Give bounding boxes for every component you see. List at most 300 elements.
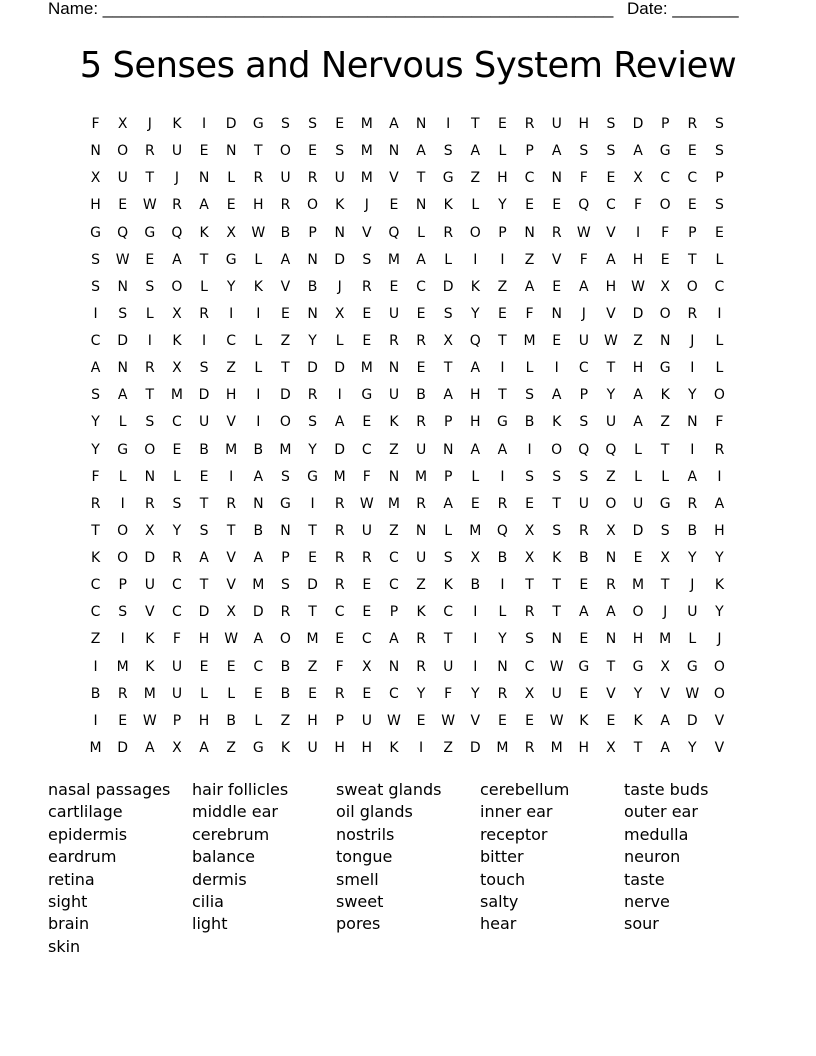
- grid-letter: C: [172, 604, 182, 621]
- grid-letter: N: [388, 468, 400, 485]
- grid-letter: F: [634, 197, 643, 214]
- grid-letter: C: [90, 604, 101, 621]
- grid-letter: I: [256, 305, 261, 322]
- grid-letter: B: [199, 441, 209, 458]
- grid-letter: T: [254, 143, 263, 160]
- grid-letter: E: [498, 116, 507, 132]
- grid-letter: S: [579, 414, 589, 431]
- grid-letter: S: [714, 116, 724, 132]
- grid-letter: T: [443, 631, 453, 648]
- grid-letter: X: [660, 658, 670, 675]
- grid-letter: S: [172, 495, 182, 512]
- grid-letter: K: [90, 550, 101, 566]
- grid-letter: V: [226, 550, 236, 566]
- grid-letter: H: [334, 739, 345, 756]
- grid-letter: A: [253, 468, 264, 485]
- grid-letter: F: [91, 116, 100, 132]
- grid-letter: E: [606, 712, 616, 729]
- grid-letter: E: [308, 685, 317, 702]
- grid-letter: R: [226, 495, 237, 512]
- grid-letter: T: [525, 577, 534, 594]
- grid-letter: F: [91, 468, 100, 485]
- grid-letter: K: [389, 739, 399, 756]
- grid-letter: E: [362, 577, 372, 594]
- grid-letter: O: [279, 143, 291, 160]
- grid-letter: L: [118, 468, 127, 485]
- grid-row: [82, 328, 733, 355]
- grid-letter: E: [525, 197, 534, 214]
- grid-letter: A: [660, 712, 670, 729]
- grid-letter: I: [446, 116, 451, 132]
- grid-letter: T: [226, 522, 236, 539]
- grid-letter: Z: [497, 278, 508, 295]
- grid-letter: S: [362, 251, 372, 268]
- grid-letter: T: [145, 170, 155, 187]
- grid-letter: M: [116, 658, 129, 675]
- grid-letter: A: [633, 387, 643, 404]
- grid-letter: D: [144, 550, 156, 566]
- grid-letter: L: [525, 360, 534, 377]
- grid-letter: U: [443, 658, 454, 675]
- grid-letter: S: [145, 414, 155, 431]
- grid-letter: G: [307, 468, 318, 485]
- grid-letter: E: [633, 550, 643, 566]
- word-list-item: skin: [48, 936, 81, 956]
- grid-letter: M: [89, 739, 102, 756]
- grid-letter: S: [91, 278, 100, 295]
- grid-letter: Q: [578, 441, 590, 458]
- grid-letter: O: [279, 414, 291, 431]
- grid-letter: E: [253, 685, 263, 702]
- grid-letter: E: [199, 658, 209, 675]
- grid-letter: W: [115, 251, 130, 268]
- word-list-item: brain: [48, 914, 90, 934]
- grid-letter: G: [442, 170, 454, 187]
- grid-letter: L: [335, 333, 344, 349]
- grid-letter: Y: [91, 441, 100, 458]
- grid-letter: I: [147, 333, 152, 349]
- grid-letter: Z: [633, 333, 643, 349]
- name-field: Name: ______________________________________________________: [48, 0, 614, 18]
- word-list-item: cilia: [192, 892, 224, 912]
- grid-letter: H: [497, 170, 508, 187]
- grid-letter: R: [687, 495, 698, 512]
- grid-letter: L: [254, 360, 263, 377]
- grid-letter: U: [361, 522, 372, 539]
- grid-letter: U: [605, 414, 617, 431]
- grid-letter: L: [254, 712, 263, 729]
- grid-letter: G: [659, 360, 671, 377]
- grid-letter: F: [661, 224, 670, 241]
- grid-letter: J: [174, 170, 179, 187]
- grid-letter: A: [633, 143, 643, 160]
- grid-letter: X: [524, 685, 535, 702]
- grid-letter: E: [525, 712, 534, 729]
- word-list-item: hear: [480, 914, 517, 934]
- grid-letter: V: [660, 685, 670, 702]
- grid-letter: Y: [308, 441, 317, 458]
- grid-letter: R: [280, 197, 291, 214]
- grid-letter: P: [389, 604, 399, 621]
- grid-letter: I: [500, 577, 505, 594]
- grid-letter: S: [199, 522, 209, 539]
- grid-letter: R: [687, 116, 698, 132]
- grid-letter: V: [226, 414, 236, 431]
- grid-letter: K: [280, 739, 291, 756]
- grid-letter: E: [416, 360, 426, 377]
- grid-letter: R: [524, 739, 535, 756]
- grid-letter: E: [687, 197, 697, 214]
- grid-letter: H: [578, 739, 590, 756]
- grid-letter: N: [497, 658, 508, 675]
- grid-letter: N: [415, 197, 427, 214]
- grid-letter: I: [554, 360, 559, 377]
- grid-letter: H: [632, 360, 644, 377]
- grid-row: [82, 464, 733, 491]
- grid-letter: M: [143, 685, 156, 702]
- grid-letter: Z: [660, 414, 670, 431]
- grid-letter: E: [498, 305, 507, 322]
- grid-letter: K: [172, 116, 182, 132]
- grid-letter: R: [416, 495, 426, 512]
- grid-letter: H: [225, 387, 237, 404]
- word-list-item: retina: [48, 869, 95, 889]
- grid-letter: D: [117, 739, 129, 756]
- grid-letter: P: [118, 577, 127, 594]
- grid-letter: E: [362, 604, 372, 621]
- grid-letter: A: [551, 387, 562, 404]
- grid-row: [82, 382, 733, 409]
- grid-letter: D: [334, 360, 346, 377]
- grid-letter: M: [360, 360, 373, 377]
- grid-letter: I: [201, 116, 207, 132]
- grid-letter: E: [308, 550, 317, 566]
- grid-letter: V: [606, 685, 616, 702]
- grid-letter: N: [551, 170, 562, 187]
- grid-letter: J: [717, 631, 722, 648]
- grid-letter: I: [473, 251, 478, 268]
- word-search-grid: [82, 111, 733, 762]
- grid-letter: H: [605, 278, 617, 295]
- grid-letter: L: [498, 143, 507, 160]
- word-list-item: eardrum: [48, 847, 117, 867]
- grid-row: [82, 545, 733, 572]
- word-list-item: taste buds: [624, 780, 709, 799]
- grid-row: [82, 111, 733, 138]
- grid-letter: Y: [688, 739, 697, 756]
- grid-letter: W: [631, 278, 645, 295]
- grid-letter: Q: [496, 522, 508, 539]
- grid-letter: O: [605, 495, 617, 512]
- grid-letter: K: [633, 712, 643, 729]
- grid-letter: R: [416, 631, 426, 648]
- grid-letter: D: [307, 577, 318, 594]
- grid-letter: A: [199, 739, 209, 756]
- grid-letter: K: [443, 197, 453, 214]
- grid-letter: V: [606, 224, 616, 241]
- grid-letter: O: [713, 387, 725, 404]
- grid-letter: E: [281, 305, 290, 322]
- grid-letter: A: [334, 414, 345, 431]
- grid-letter: F: [525, 305, 534, 322]
- grid-letter: W: [576, 224, 591, 241]
- grid-letter: J: [690, 333, 695, 349]
- grid-letter: S: [525, 387, 534, 404]
- grid-letter: L: [227, 685, 236, 702]
- grid-letter: S: [91, 387, 100, 404]
- grid-letter: B: [497, 550, 508, 566]
- grid-letter: T: [606, 360, 616, 377]
- grid-letter: E: [416, 305, 426, 322]
- grid-letter: P: [579, 387, 589, 404]
- grid-letter: Z: [226, 360, 236, 377]
- grid-letter: R: [524, 604, 535, 621]
- grid-row: [82, 355, 733, 382]
- word-list-item: epidermis: [48, 824, 128, 844]
- grid-letter: X: [660, 278, 670, 295]
- grid-letter: U: [361, 712, 372, 729]
- grid-letter: V: [606, 305, 616, 322]
- word-list-item: touch: [480, 869, 526, 889]
- grid-letter: S: [552, 468, 562, 485]
- grid-letter: L: [200, 278, 208, 295]
- grid-letter: I: [473, 631, 478, 648]
- grid-letter: N: [225, 143, 237, 160]
- grid-row: [82, 274, 733, 301]
- grid-letter: X: [524, 550, 535, 566]
- grid-letter: U: [198, 414, 210, 431]
- grid-letter: G: [252, 739, 264, 756]
- grid-letter: A: [660, 739, 670, 756]
- word-list-item: neuron: [624, 847, 681, 867]
- grid-letter: Z: [307, 658, 318, 675]
- grid-letter: E: [687, 143, 697, 160]
- grid-letter: R: [606, 577, 616, 594]
- grid-letter: Y: [688, 550, 697, 566]
- grid-letter: A: [280, 251, 291, 268]
- grid-letter: T: [416, 170, 426, 187]
- grid-letter: G: [117, 441, 129, 458]
- grid-letter: T: [199, 577, 209, 594]
- grid-letter: L: [715, 251, 724, 268]
- grid-letter: S: [579, 143, 589, 160]
- word-list-item: smell: [336, 869, 379, 889]
- word-list-column: [48, 779, 192, 958]
- word-list-column: [192, 779, 336, 958]
- grid-letter: N: [388, 143, 400, 160]
- grid-letter: U: [171, 143, 183, 160]
- grid-letter: X: [524, 522, 535, 539]
- grid-letter: Q: [117, 224, 129, 241]
- grid-letter: M: [279, 441, 292, 458]
- grid-letter: X: [633, 170, 643, 187]
- grid-letter: Y: [416, 685, 426, 702]
- grid-letter: Q: [605, 441, 617, 458]
- grid-letter: P: [335, 712, 344, 729]
- grid-letter: U: [117, 170, 128, 187]
- grid-letter: S: [660, 522, 670, 539]
- grid-letter: L: [471, 468, 480, 485]
- grid-letter: R: [443, 224, 454, 241]
- word-list-column: [480, 779, 624, 958]
- grid-letter: B: [280, 685, 291, 702]
- grid-letter: O: [659, 305, 671, 322]
- grid-letter: N: [659, 333, 671, 349]
- grid-letter: S: [199, 360, 209, 377]
- grid-letter: N: [388, 360, 400, 377]
- grid-letter: M: [252, 577, 265, 594]
- grid-row: [82, 247, 733, 274]
- grid-letter: O: [279, 631, 291, 648]
- grid-letter: C: [606, 197, 616, 214]
- grid-letter: S: [714, 143, 724, 160]
- word-list-item: middle ear: [192, 802, 278, 822]
- grid-letter: C: [660, 170, 671, 187]
- grid-letter: Z: [389, 522, 399, 539]
- grid-letter: A: [551, 143, 562, 160]
- grid-letter: E: [199, 468, 209, 485]
- grid-letter: S: [606, 116, 616, 132]
- grid-letter: V: [714, 739, 725, 756]
- grid-letter: M: [523, 333, 536, 349]
- grid-letter: S: [525, 468, 534, 485]
- grid-letter: Z: [443, 739, 453, 756]
- grid-letter: B: [470, 577, 481, 594]
- grid-letter: I: [717, 468, 722, 485]
- grid-letter: K: [145, 631, 155, 648]
- grid-letter: R: [199, 305, 209, 322]
- grid-letter: E: [389, 278, 399, 295]
- grid-letter: D: [334, 251, 346, 268]
- grid-letter: N: [415, 522, 427, 539]
- grid-letter: E: [362, 305, 372, 322]
- grid-letter: W: [549, 712, 564, 729]
- grid-letter: I: [690, 360, 695, 377]
- grid-letter: T: [552, 495, 561, 512]
- grid-letter: K: [145, 658, 155, 675]
- grid-letter: R: [687, 305, 698, 322]
- grid-letter: Y: [91, 414, 100, 431]
- grid-row: [82, 626, 733, 653]
- grid-letter: D: [686, 712, 698, 729]
- grid-letter: R: [90, 495, 101, 512]
- grid-letter: D: [252, 604, 264, 621]
- grid-letter: T: [606, 658, 616, 675]
- grid-row: [82, 599, 733, 626]
- grid-letter: R: [172, 550, 182, 566]
- grid-letter: Y: [715, 550, 724, 566]
- grid-letter: Y: [715, 604, 724, 621]
- grid-letter: U: [415, 441, 427, 458]
- grid-letter: X: [172, 305, 182, 322]
- grid-letter: H: [198, 631, 210, 648]
- grid-letter: Z: [470, 170, 481, 187]
- grid-letter: A: [470, 360, 481, 377]
- grid-letter: M: [659, 631, 672, 648]
- grid-letter: K: [416, 604, 426, 621]
- grid-letter: I: [527, 441, 532, 458]
- grid-letter: M: [360, 143, 373, 160]
- grid-row: [82, 220, 733, 247]
- grid-letter: L: [173, 468, 181, 485]
- grid-letter: K: [579, 712, 589, 729]
- grid-letter: G: [225, 251, 237, 268]
- grid-letter: G: [659, 495, 671, 512]
- grid-letter: E: [715, 224, 724, 241]
- grid-letter: M: [469, 522, 482, 539]
- word-list-item: receptor: [480, 824, 548, 844]
- grid-letter: O: [117, 143, 129, 160]
- grid-letter: R: [497, 495, 508, 512]
- grid-letter: X: [470, 550, 481, 566]
- grid-letter: E: [226, 658, 236, 675]
- grid-letter: V: [470, 712, 481, 729]
- grid-letter: M: [632, 577, 645, 594]
- grid-letter: K: [443, 577, 453, 594]
- grid-letter: L: [688, 631, 697, 648]
- grid-letter: A: [714, 495, 725, 512]
- grid-letter: F: [172, 631, 181, 648]
- grid-letter: R: [416, 333, 426, 349]
- grid-letter: Z: [280, 333, 291, 349]
- grid-letter: L: [471, 197, 480, 214]
- grid-letter: V: [714, 712, 725, 729]
- grid-letter: W: [251, 224, 266, 241]
- grid-letter: X: [362, 658, 372, 675]
- grid-letter: H: [632, 631, 644, 648]
- grid-letter: S: [714, 197, 724, 214]
- grid-letter: Y: [172, 522, 182, 539]
- grid-letter: Y: [498, 631, 507, 648]
- grid-letter: H: [714, 522, 725, 539]
- grid-row: [82, 708, 733, 735]
- grid-letter: P: [688, 224, 697, 241]
- grid-letter: B: [579, 550, 589, 566]
- grid-letter: O: [171, 278, 183, 295]
- grid-letter: A: [199, 550, 209, 566]
- grid-letter: K: [335, 197, 345, 214]
- grid-letter: Y: [498, 197, 507, 214]
- grid-letter: U: [551, 116, 562, 132]
- grid-letter: F: [444, 685, 453, 702]
- grid-letter: Y: [633, 685, 643, 702]
- grid-letter: X: [117, 116, 128, 132]
- grid-letter: A: [687, 468, 698, 485]
- grid-letter: Y: [226, 278, 236, 295]
- grid-letter: M: [360, 170, 373, 187]
- grid-letter: G: [144, 224, 156, 241]
- grid-letter: L: [444, 522, 453, 539]
- grid-letter: A: [633, 414, 643, 431]
- word-list-item: light: [192, 914, 228, 934]
- grid-letter: J: [690, 577, 695, 594]
- grid-letter: B: [226, 712, 236, 729]
- grid-letter: L: [254, 251, 263, 268]
- grid-letter: I: [229, 305, 234, 322]
- grid-letter: E: [362, 333, 372, 349]
- grid-letter: C: [172, 414, 182, 431]
- grid-letter: B: [687, 522, 698, 539]
- grid-letter: L: [498, 604, 507, 621]
- grid-letter: P: [281, 550, 290, 566]
- grid-letter: F: [335, 658, 344, 675]
- grid-letter: C: [361, 631, 372, 648]
- grid-letter: R: [361, 550, 372, 566]
- grid-letter: G: [497, 414, 508, 431]
- grid-letter: A: [606, 604, 616, 621]
- grid-letter: H: [632, 251, 644, 268]
- word-list-item: outer ear: [624, 802, 698, 822]
